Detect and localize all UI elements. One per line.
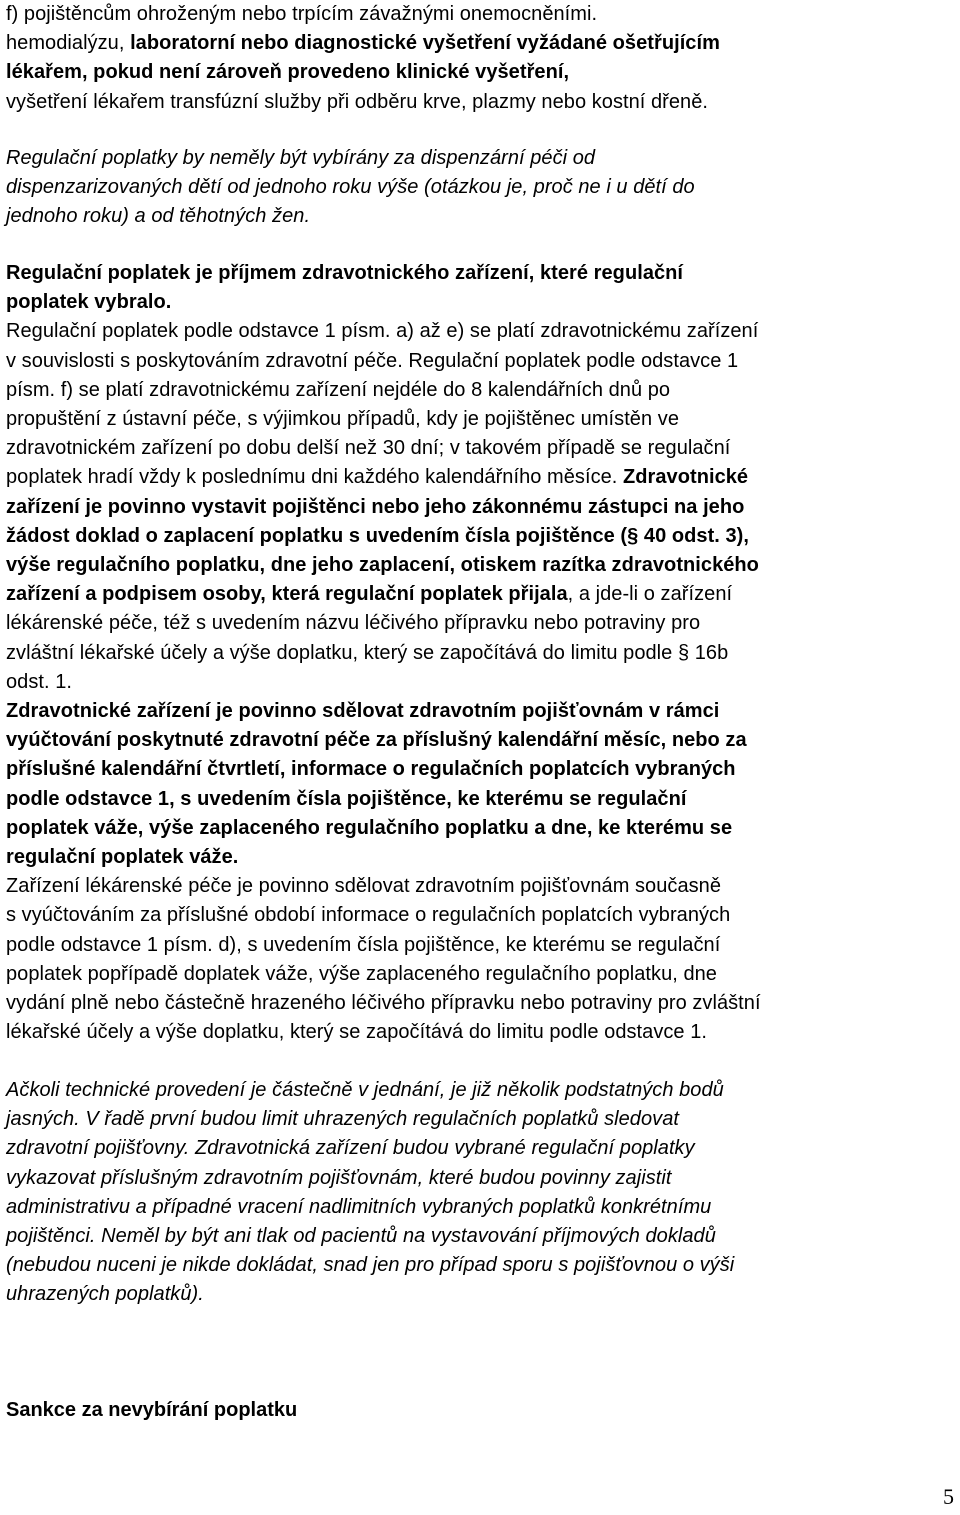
text-line: zařízení je povinno vystavit pojištěnci nebo jeho zákonnému zástupci na jeho [6,495,745,518]
text-line: Regulační poplatky by neměly být vybírány za dispenzární péči od [6,147,596,169]
text-line: uhrazených poplatků). [6,1283,204,1306]
text-line: administrativu a případné vracení nadlimitních vybraných poplatků konkrétnímu [6,1195,712,1218]
text-line: zdravotní pojišťovny. Zdravotnická zařízení budou vybrané regulační poplatky [6,1137,695,1160]
text-line: pojištěnci. Neměl by být ani tlak od pacientů na vystavování příjmových dokladů [6,1225,716,1248]
page-number: 5 [943,1484,954,1509]
text-line: jednoho roku) a od těhotných žen. [6,205,311,228]
text-line: vydání plně nebo částečně hrazeného léčivého přípravku nebo potraviny pro zvláštní [6,992,761,1015]
text-line: vyšetření lékařem transfúzní služby při odběru krve, plazmy nebo kostní dřeně. [6,90,709,113]
text-line: poplatek vybralo. [6,291,172,314]
text-line: výše regulačního poplatku, dne jeho zaplacení, otiskem razítka zdravotnického [6,554,759,577]
text-line: f) pojištěncům ohroženým nebo trpícím závažnými onemocněními. [6,3,598,25]
text-line: zvláštní lékařské účely a výše doplatku, který se započítává do limitu podle § 16b [6,641,729,664]
text-line: zdravotnickém zařízení po dobu delší než 30 dní; v takovém případě se regulační [6,437,731,460]
text-line: v souvislosti s poskytováním zdravotní péče. Regulační poplatek podle odstavce 1 [6,349,739,372]
text-line [6,580,956,609]
text-line: dispenzarizovaných dětí od jednoho roku výše (otázkou je, proč ne i u dětí do [6,176,695,199]
text-line: vykazovat příslušným zdravotním pojišťovnám, které budou povinny zajistit [6,1166,672,1189]
text-line: Regulační poplatek je příjmem zdravotnického zařízení, které regulační [6,262,684,284]
text-line: Zdravotnické zařízení je povinno sdělovat zdravotním pojišťovnám v rámci [6,700,720,723]
bold-text-span: laboratorní nebo diagnostické vyšetření vyžádané ošetřujícím [130,32,720,55]
bold-text-span: Zdravotnické [623,466,749,489]
text-line: propuštění z ústavní péče, s výjimkou případů, kdy je pojištěnec umístěn ve [6,408,679,431]
paragraph-exemptions [6,0,956,117]
text-line: podle odstavce 1, s uvedením čísla pojištěnce, ke kterému se regulační [6,787,687,810]
text-line: Regulační poplatek podle odstavce 1 písm. a) až e) se platí zdravotnickému zařízení [6,320,759,343]
text-line: jasných. V řadě první budou limit uhrazených regulačních poplatků sledovat [6,1108,679,1131]
text-line: regulační poplatek váže. [6,846,239,869]
text-span: hemodialýzu, [6,32,131,55]
text-line [6,29,956,58]
text-line: (nebudou nuceni je nikde dokládat, snad jen pro případ sporu s pojišťovnou o výši [6,1254,735,1277]
text-span: , a jde-li o zařízení [567,583,733,606]
text-line: poplatek popřípadě doplatek váže, výše zaplaceného regulačního poplatku, dne [6,962,717,985]
text-line: s vyúčtováním za příslušné období informace o regulačních poplatcích vybraných [6,904,731,927]
text-line: lékárenské péče, též s uvedením názvu léčivého přípravku nebo potraviny pro [6,612,701,635]
text-line: lékařem, pokud není zároveň provedeno klinické vyšetření, [6,61,570,84]
text-line: písm. f) se platí zdravotnickému zařízení nejdéle do 8 kalendářních dnů po [6,378,671,401]
text-line: podle odstavce 1 písm. d), s uvedením čísla pojištěnce, ke kterému se regulační [6,933,721,956]
text-line: Ačkoli technické provedení je částečně v jednání, je již několik podstatných bodů [6,1079,724,1101]
paragraph-fee-income [6,259,956,1047]
text-line: vyúčtování poskytnuté zdravotní péče za příslušný kalendářní měsíc, nebo za [6,729,747,752]
bold-text-span: zařízení a podpisem osoby, která regulační poplatek přijala [6,583,568,606]
text-line: lékařské účely a výše doplatku, který se započítává do limitu podle odstavce 1. [6,1021,707,1044]
text-span: poplatek hradí vždy k poslednímu dni každého kalendářního měsíce. [6,466,624,489]
text-line: Zařízení lékárenské péče je povinno sdělovat zdravotním pojišťovnám současně [6,875,722,898]
text-line: poplatek váže, výše zaplaceného regulačního poplatku a dne, ke kterému se [6,816,733,839]
text-line [6,463,956,492]
italic-note-implementation [6,1076,956,1310]
text-line: příslušné kalendářní čtvrtletí, informace o regulačních poplatcích vybraných [6,758,736,781]
text-line: žádost doklad o zaplacení poplatku s uvedením čísla pojištěnce (§ 40 odst. 3), [6,524,749,547]
italic-note-dispensary [6,144,956,232]
section-heading: Sankce za nevybírání poplatku [6,1399,298,1421]
text-line: odst. 1. [6,670,72,693]
